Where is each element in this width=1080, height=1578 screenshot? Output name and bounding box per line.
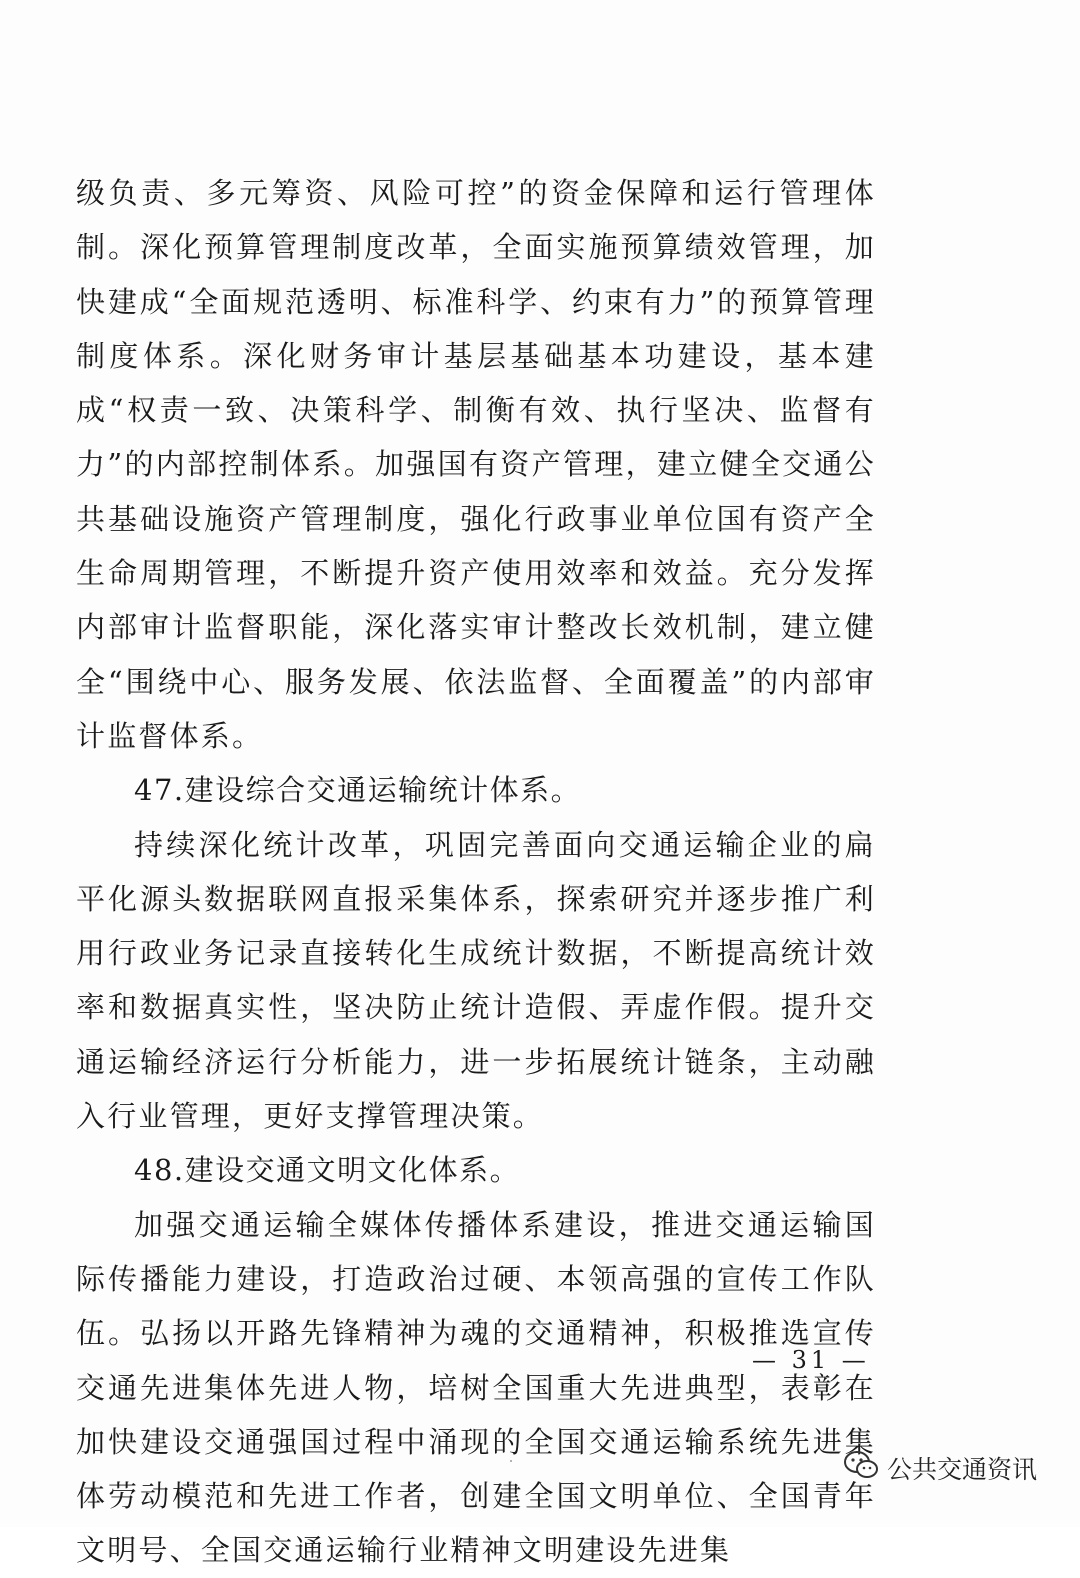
source-watermark xyxy=(843,1450,1037,1486)
section-heading-47: 47.建设综合交通运输统计体系。 xyxy=(134,773,582,808)
section-heading-48: 48.建设交通文明文化体系。 xyxy=(134,1153,521,1188)
watermark-label: 公共交通资讯 xyxy=(887,1455,1038,1484)
paragraph-civilization: 加强交通运输全媒体传播体系建设，推进交通运输国际传播能力建设，打造政治过硬、本领高强的宣传工作队伍。弘扬以开路先锋精神为魂的交通精神，积极推选宣传交通先进集体先进人物，培树全国重大先进典型，表彰在加快建设交通强国过程中涌现的全国交通运输系统先进集体劳动模范和先进工作者，创建全国文明单位、全国青年文明号、全国交通运输行业精神文明建设先进集 xyxy=(76,1207,876,1568)
paragraph-continued: 级负责、多元筹资、风险可控”的资金保障和运行管理体制。深化预算管理制度改革，全面实施预算绩效管理，加快建成“全面规范透明、标准科学、约束有力”的预算管理制度体系。深化财务审计基层基础基本功建设，基本建成“权责一致、决策科学、制衡有效、执行坚决、监督有力”的内部控制体系。加强国有资产管理，建立健全交通公共基础设施资产管理制度，强化行政事业单位国有资产全生命周期管理，不断提升资产使用效率和效益。充分发挥内部审计监督职能，深化落实审计整改长效机制，建立健全“围绕中心、服务发展、依法监督、全面覆盖”的内部审计监督体系。 xyxy=(76,176,876,753)
page-number: — 31 — xyxy=(752,1346,870,1374)
scan-speck xyxy=(510,1460,512,1462)
paragraph-statistics: 持续深化统计改革，巩固完善面向交通运输企业的扁平化源头数据联网直报采集体系，探索研究并逐步推广利用行政业务记录直接转化生成统计数据，不断提高统计效率和数据真实性，坚决防止统计造假、弄虚作假。提升交通运输经济运行分析能力，进一步拓展统计链条，主动融入行业管理，更好支撑管理决策。 xyxy=(76,827,876,1134)
wechat-icon xyxy=(843,1450,879,1486)
